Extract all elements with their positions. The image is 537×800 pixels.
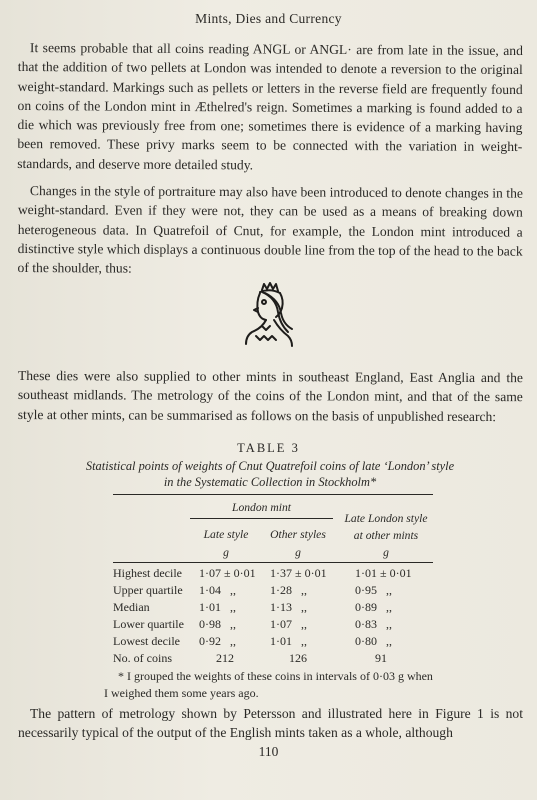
row-label: Lowest decile — [113, 634, 180, 648]
paragraph-pattern-metrology — [18, 704, 523, 743]
table-cell: 0·89 ,, — [355, 600, 392, 614]
page-number: 110 — [258, 744, 279, 759]
column-unit: g — [383, 546, 389, 559]
column-header-other-styles: Other styles — [270, 528, 326, 541]
group-header-rule — [190, 518, 333, 519]
table-cell: 1·13 ,, — [270, 600, 307, 614]
table-cell: 0·83 ,, — [355, 617, 392, 631]
group-header-london-mint: London mint — [232, 501, 291, 514]
column-unit: g — [295, 546, 301, 559]
paragraph-text: Changes in the style of portraiture may also have been introduced to denote changes in the weight-standard. Even if they were not, they can be used as a means of breaking down heterogeneous data. In Quatrefoil of Cnut, for example, the London mint introduced a distinctive style which displays a continuous double line from the top of the head to the back of the shoulder, thus: — [17, 183, 523, 276]
row-label: Highest decile — [113, 566, 182, 580]
table-cell: 0·95 ,, — [355, 583, 392, 597]
table-cell: 0·98 ,, — [199, 617, 236, 631]
column-header-late-style: Late style — [203, 528, 249, 541]
running-header: Mints, Dies and Currency — [195, 11, 342, 26]
table-cell: 1·01 ± 0·01 — [355, 566, 412, 580]
row-label: Upper quartile — [113, 583, 183, 597]
table-cell: 1·01 ,, — [199, 600, 236, 614]
row-label: Median — [113, 600, 150, 614]
paragraph-portraiture — [17, 181, 522, 280]
column-header-other-mints: Late London style at other mints — [344, 512, 428, 542]
table-cell: 0·80 ,, — [355, 634, 392, 648]
coin-portrait-icon — [240, 282, 296, 348]
table-cell: 126 — [289, 651, 307, 665]
paragraph-text: It seems probable that all coins reading ANGL or ANGL· are from late in the issue, and that the addition of two pellets at London was intended to denote a reversion to the original weight-standard. Markings such as pellets or letters in the reverse field are frequently found on coins of the London mint in Æthelred's reign. Sometimes a marking is found added to a die which was previously free from one; sometimes there is evidence of a marking having been removed. These privy marks seem to be connected with the variation in weight-standards, and deserve more detailed study. — [17, 40, 523, 173]
row-label: Lower quartile — [113, 617, 184, 631]
table-cell: 1·07 ± 0·01 — [199, 566, 256, 580]
table-cell: 1·37 ± 0·01 — [270, 566, 327, 580]
row-label: No. of coins — [113, 651, 172, 665]
table-cell: 1·28 ,, — [270, 583, 307, 597]
paragraph-text: These dies were also supplied to other mints in southeast England, East Anglia and the southeast midlands. The metrology of the coins of the London mint, and that of the same style at other mints, can be summarised as follows on the basis of unpublished research: — [17, 367, 523, 424]
table-cell: 91 — [375, 651, 387, 665]
paragraph-text: The pattern of metrology shown by Petersson and illustrated here in Figure 1 is not necessarily typical of the output of the English mints taken as a whole, although — [18, 706, 523, 741]
table-cell: 1·04 ,, — [199, 583, 236, 597]
table-cell: 1·01 ,, — [270, 634, 307, 648]
table-footnote: * I grouped the weights of these coins in intervals of 0·03 g when I weighed them some years ago. — [104, 669, 433, 700]
table-header-rule — [113, 562, 433, 563]
paragraph-privy-marks — [17, 38, 523, 176]
table-top-rule — [113, 494, 433, 495]
table-caption: Statistical points of weights of Cnut Quatrefoil coins of late ‘London’ style in the Systematic Collection in Stockholm* — [85, 459, 455, 489]
table-cell: 0·92 ,, — [199, 634, 236, 648]
paragraph-dies-supplied — [18, 366, 523, 426]
table-label: TABLE 3 — [237, 441, 300, 455]
column-unit: g — [223, 546, 229, 559]
table-cell: 212 — [216, 651, 234, 665]
table-cell: 1·07 ,, — [270, 617, 307, 631]
